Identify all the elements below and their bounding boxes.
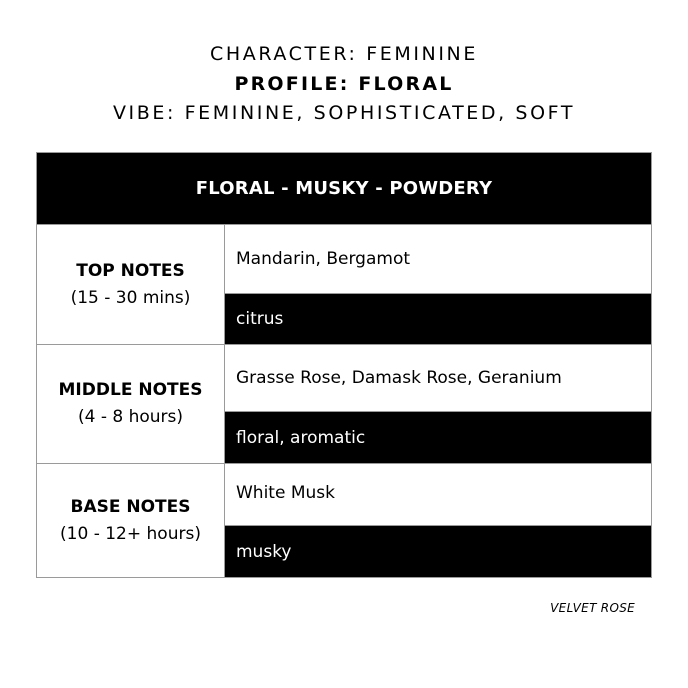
vibe-line: VIBE: FEMININE, SOPHISTICATED, SOFT	[112, 102, 576, 124]
row-header	[37, 464, 225, 577]
accord-cell: floral, aromatic	[225, 412, 651, 463]
row-header	[37, 345, 225, 463]
row-cells	[225, 464, 651, 577]
ingredients-cell: White Musk	[225, 464, 651, 526]
note-tier-name: TOP NOTES	[76, 260, 185, 281]
note-tier-duration: (10 - 12+ hours)	[60, 523, 201, 544]
character-line: CHARACTER: FEMININE	[210, 43, 478, 65]
fragrance-notes-table	[36, 152, 652, 578]
note-tier-duration: (4 - 8 hours)	[77, 407, 184, 427]
row-cells	[225, 225, 651, 344]
middle-notes-row	[37, 345, 651, 464]
header	[0, 40, 688, 129]
table-title: FLORAL - MUSKY - POWDERY	[37, 153, 651, 225]
note-tier-name: MIDDLE NOTES	[58, 380, 203, 400]
accord-cell: citrus	[225, 294, 651, 344]
profile-line: PROFILE: FLORAL	[234, 72, 454, 95]
note-tier-duration: (15 - 30 mins)	[70, 287, 191, 308]
ingredients-cell: Grasse Rose, Damask Rose, Geranium	[225, 345, 651, 412]
ingredients-cell: Mandarin, Bergamot	[225, 225, 651, 294]
row-cells	[225, 345, 651, 463]
base-notes-row	[37, 464, 651, 577]
accord-cell: musky	[225, 526, 651, 577]
note-tier-name: BASE NOTES	[70, 496, 191, 517]
row-header	[37, 225, 225, 344]
product-name: VELVET ROSE	[550, 601, 635, 615]
top-notes-row	[37, 225, 651, 345]
